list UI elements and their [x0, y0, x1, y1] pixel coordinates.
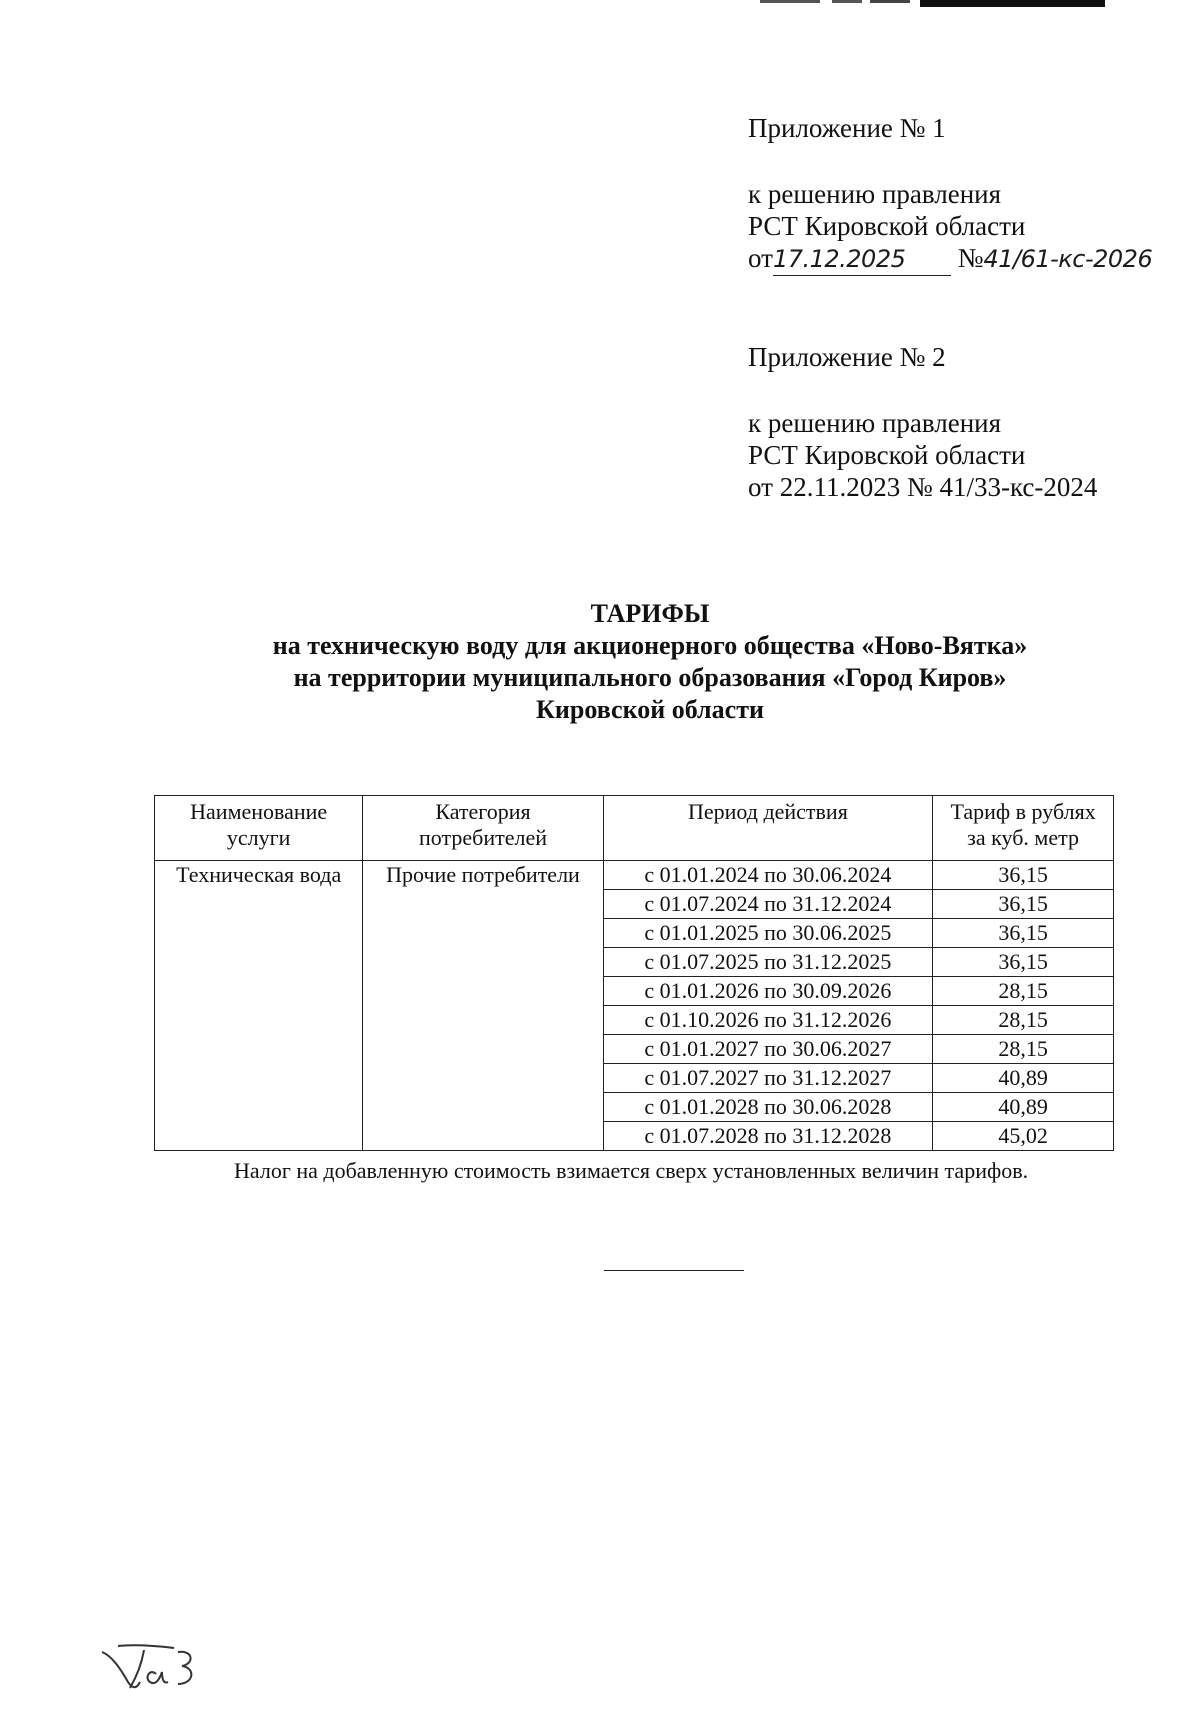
title-line-2: на территории муниципального образования «Город Киров»: [293, 663, 1007, 692]
period-cell: с 01.07.2025 по 31.12.2025: [603, 948, 933, 977]
service-cell: Техническая вода: [155, 861, 363, 1151]
period-cell: с 01.01.2026 по 30.09.2026: [603, 977, 933, 1006]
header-service: Наименование услуги: [155, 796, 363, 861]
appendix-1-title: Приложение № 1: [748, 113, 946, 143]
title-heading: ТАРИФЫ: [590, 599, 710, 628]
period-cell: с 01.07.2027 по 31.12.2027: [603, 1064, 933, 1093]
category-cell: Прочие потребители: [363, 861, 603, 1151]
tariff-cell: 45,02: [933, 1122, 1114, 1151]
appendix-1-block: [748, 112, 1152, 276]
appendix-2-title: Приложение № 2: [748, 342, 946, 372]
title-line-3: Кировской области: [536, 695, 764, 724]
handwritten-date: 17.12.2025: [773, 243, 951, 276]
tariff-cell: 36,15: [933, 890, 1114, 919]
tariff-cell: 36,15: [933, 861, 1114, 890]
tariff-cell: 36,15: [933, 948, 1114, 977]
handwritten-number: 41/61-кс-2026: [983, 245, 1153, 273]
header-tariff: Тариф в рублях за куб. метр: [933, 796, 1114, 861]
tariff-table: [154, 795, 1114, 1151]
period-cell: с 01.01.2027 по 30.06.2027: [603, 1035, 933, 1064]
appendix-1-line-2: РСТ Кировской области: [748, 211, 1026, 241]
table-header-row: [155, 796, 1114, 861]
tariff-cell: 28,15: [933, 1035, 1114, 1064]
appendix-2-line-2: РСТ Кировской области: [748, 440, 1026, 470]
vat-note-text: Налог на добавленную стоимость взимается сверх установленных величин тарифов.: [234, 1158, 1029, 1183]
end-separator-line: [604, 1270, 744, 1271]
appendix-2-line-1: к решению правления: [748, 408, 1002, 438]
tariff-cell: 28,15: [933, 1006, 1114, 1035]
date-prefix: от: [748, 243, 773, 273]
scan-header-artifact: [760, 0, 1105, 8]
header-category: Категория потребителей: [363, 796, 603, 861]
tariff-cell: 28,15: [933, 977, 1114, 1006]
number-prefix: №: [957, 243, 984, 273]
appendix-1-line-1: к решению правления: [748, 179, 1002, 209]
tariff-cell: 40,89: [933, 1064, 1114, 1093]
appendix-1-date-line: [748, 242, 1152, 276]
period-cell: с 01.10.2026 по 31.12.2026: [603, 1006, 933, 1035]
tariff-cell: 40,89: [933, 1093, 1114, 1122]
document-title: [150, 598, 1150, 726]
appendix-2-block: [748, 341, 1097, 503]
appendix-2-line-3: от 22.11.2023 № 41/33-кс-2024: [748, 472, 1098, 502]
period-cell: с 01.07.2028 по 31.12.2028: [603, 1122, 933, 1151]
vat-note: [154, 1156, 1114, 1186]
period-cell: с 01.01.2025 по 30.06.2025: [603, 919, 933, 948]
tariff-cell: 36,15: [933, 919, 1114, 948]
header-period: Период действия: [603, 796, 933, 861]
title-line-1: на техническую воду для акционерного общества «Ново-Вятка»: [272, 631, 1028, 660]
period-cell: с 01.01.2024 по 30.06.2024: [603, 861, 933, 890]
period-cell: с 01.07.2024 по 31.12.2024: [603, 890, 933, 919]
handwritten-initials: [98, 1638, 210, 1698]
period-cell: с 01.01.2028 по 30.06.2028: [603, 1093, 933, 1122]
table-row: [155, 861, 1114, 890]
